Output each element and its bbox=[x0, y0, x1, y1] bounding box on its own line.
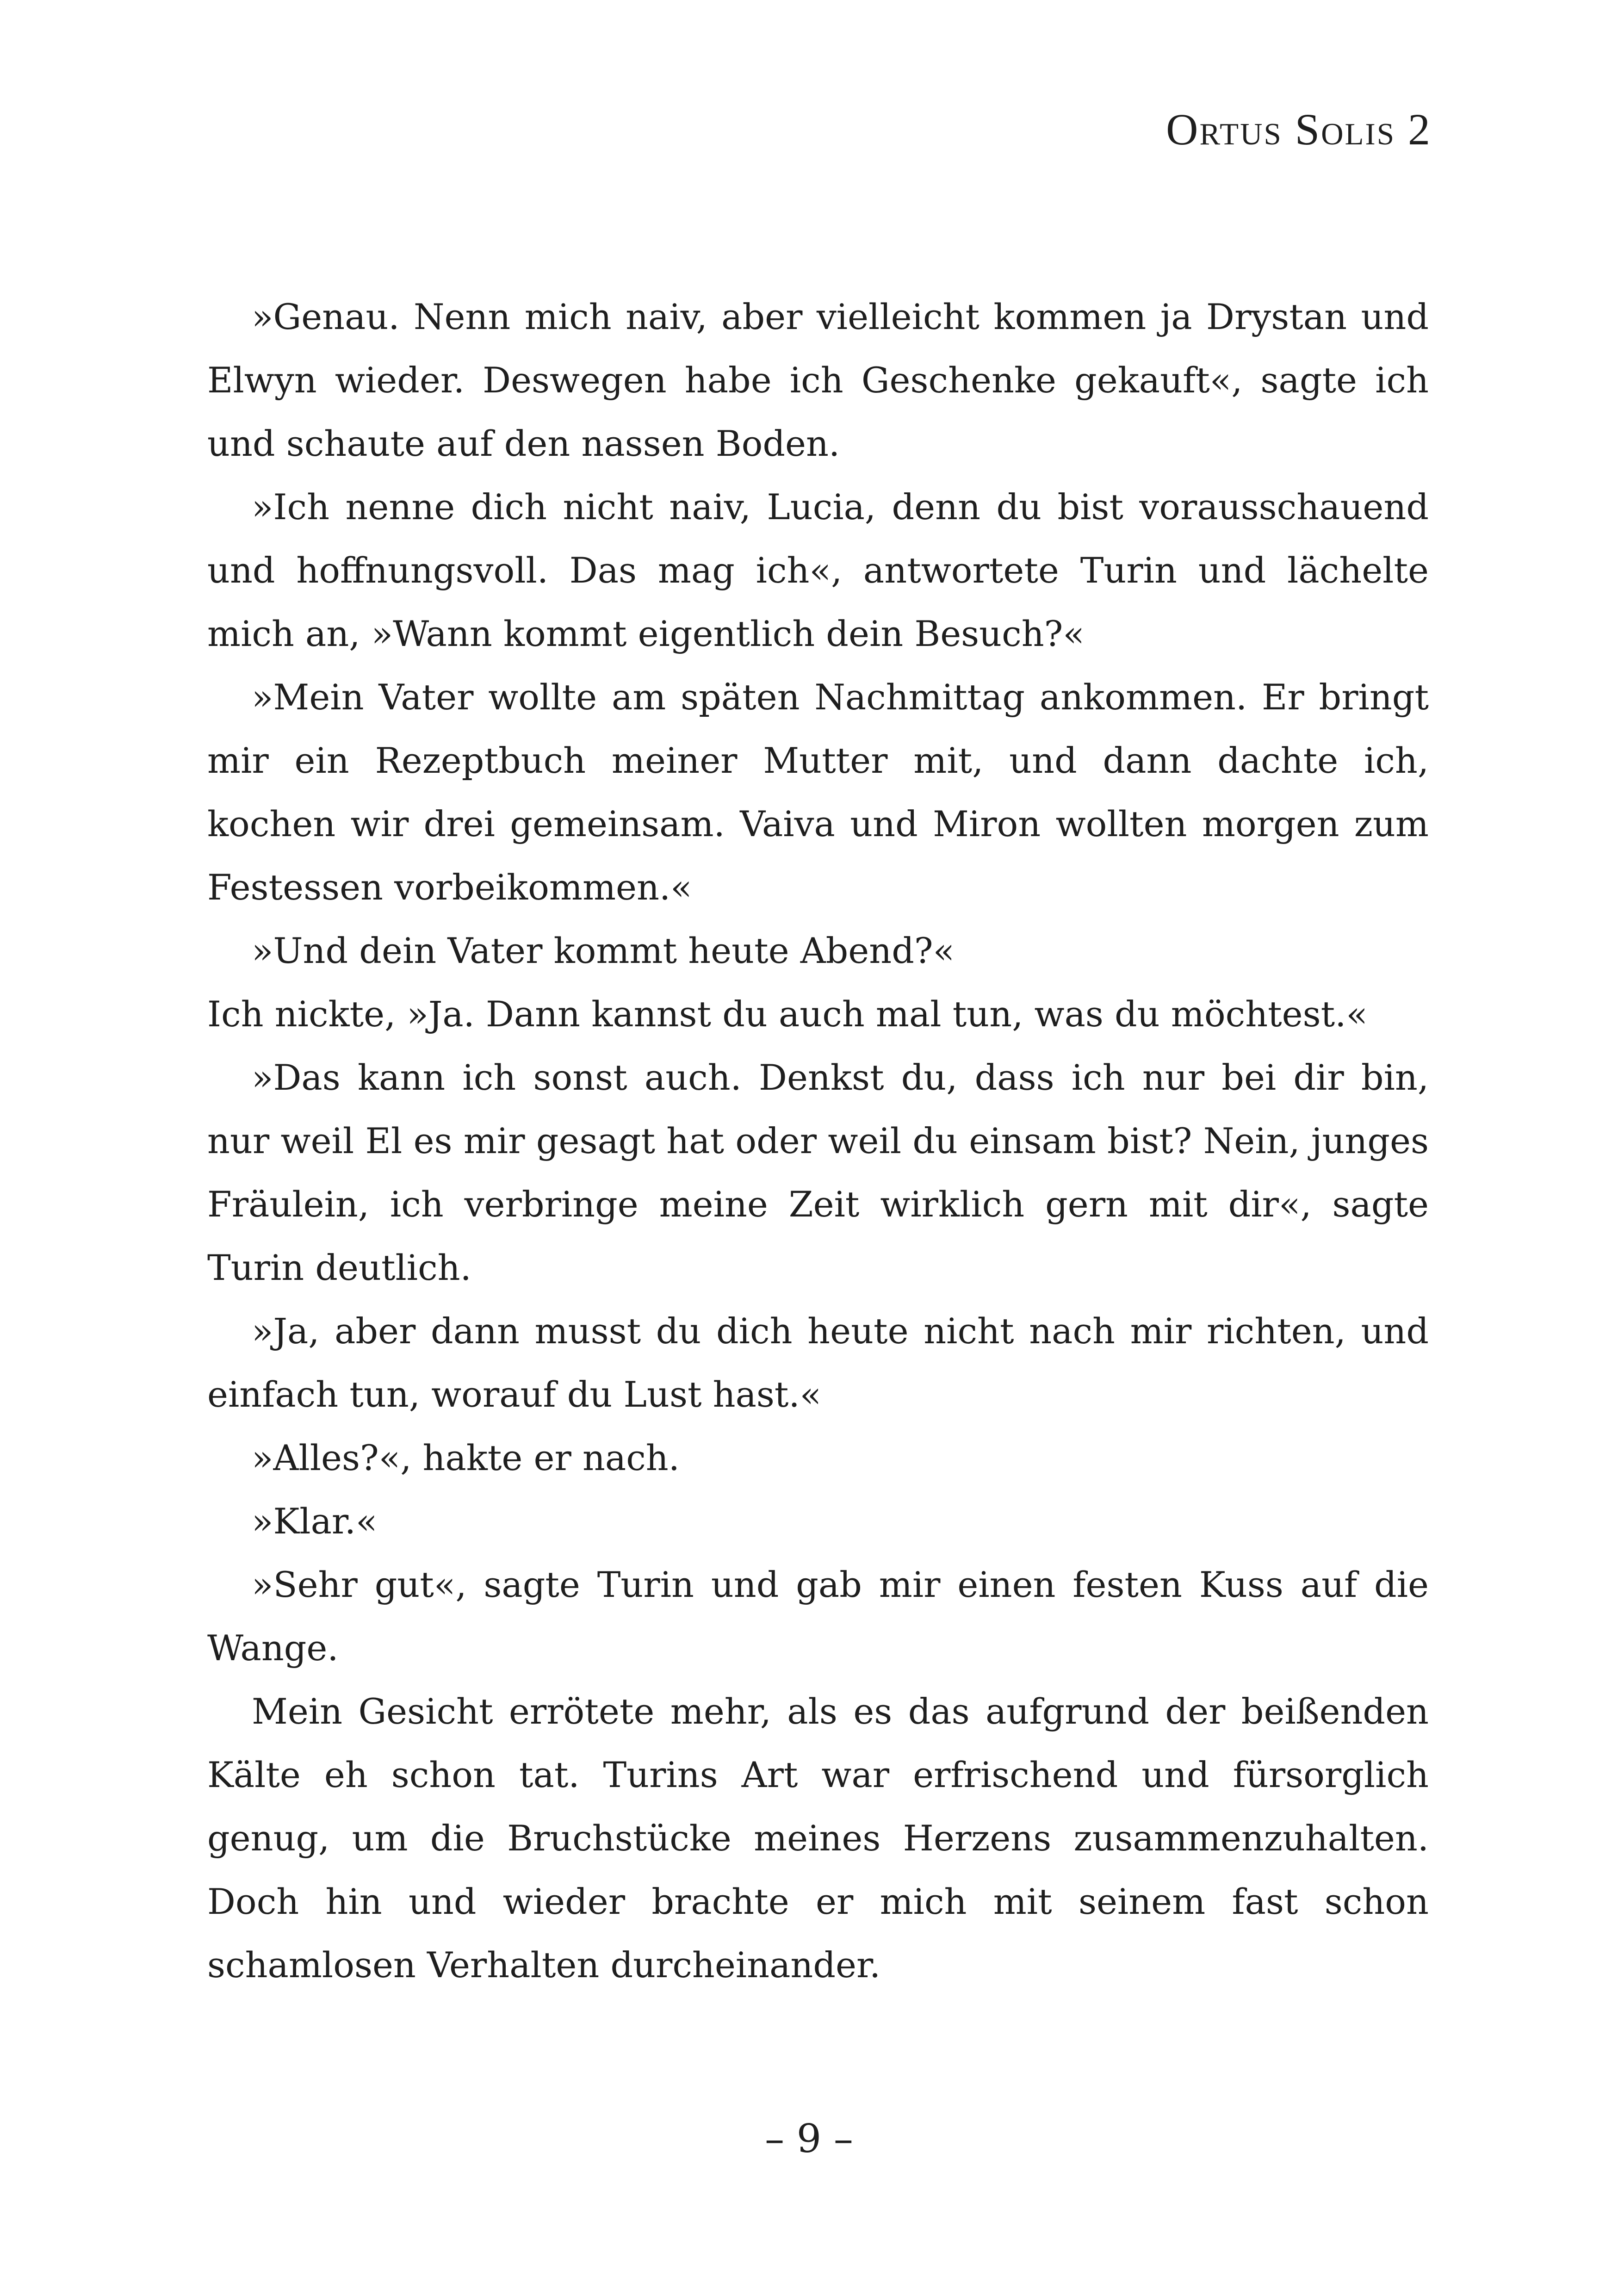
page-number: – 9 – bbox=[765, 2116, 853, 2161]
paragraph: »Das kann ich sonst auch. Denkst du, dass ich nur bei dir bin, nur weil El es mir gesagt hat oder weil du einsam bist? Nein, junges Fräulein, ich verbringe meine Zeit wirklich gern mit dir«, sagte Turin deutlich. bbox=[207, 1057, 1429, 1288]
paragraph: »Klar.« bbox=[252, 1501, 378, 1542]
body-text bbox=[207, 285, 1429, 1997]
paragraph: Mein Gesicht errötete mehr, als es das aufgrund der beißenden Kälte eh schon tat. Turins Art war erfrischend und fürsorglich genug, um die Bruchstücke meines Herzens zusammenzuhalten. Doch hin und wieder brachte er mich mit seinem fast schon schamlosen Verhalten durcheinander. bbox=[207, 1691, 1429, 1986]
running-head-title: Ortus Solis 2 bbox=[1166, 105, 1432, 154]
paragraph: »Ich nenne dich nicht naiv, Lucia, denn du bist vorausschauend und hoffnungsvoll. Das mag ich«, antwortete Turin und lächelte mich an, »Wann kommt eigentlich dein Besuch?« bbox=[207, 486, 1429, 654]
paragraph: »Ja, aber dann musst du dich heute nicht nach mir richten, und einfach tun, worauf du Lust hast.« bbox=[207, 1310, 1429, 1415]
paragraph: »Genau. Nenn mich naiv, aber vielleicht kommen ja Drystan und Elwyn wieder. Deswegen habe ich Geschenke gekauft«, sagte ich und schaute auf den nassen Boden. bbox=[207, 296, 1429, 464]
paragraph: »Und dein Vater kommt heute Abend?« bbox=[252, 930, 955, 971]
paragraph: »Mein Vater wollte am späten Nachmittag ankommen. Er bringt mir ein Rezeptbuch meiner Mutter mit, und dann dachte ich, kochen wir drei gemeinsam. Vaiva und Miron wollten morgen zum Festessen vorbeikommen.« bbox=[207, 676, 1429, 908]
paragraph: »Sehr gut«, sagte Turin und gab mir einen festen Kuss auf die Wange. bbox=[207, 1564, 1429, 1669]
paragraph: Ich nickte, »Ja. Dann kannst du auch mal tun, was du möchtest.« bbox=[207, 993, 1368, 1035]
paragraph: »Alles?«, hakte er nach. bbox=[252, 1437, 680, 1478]
